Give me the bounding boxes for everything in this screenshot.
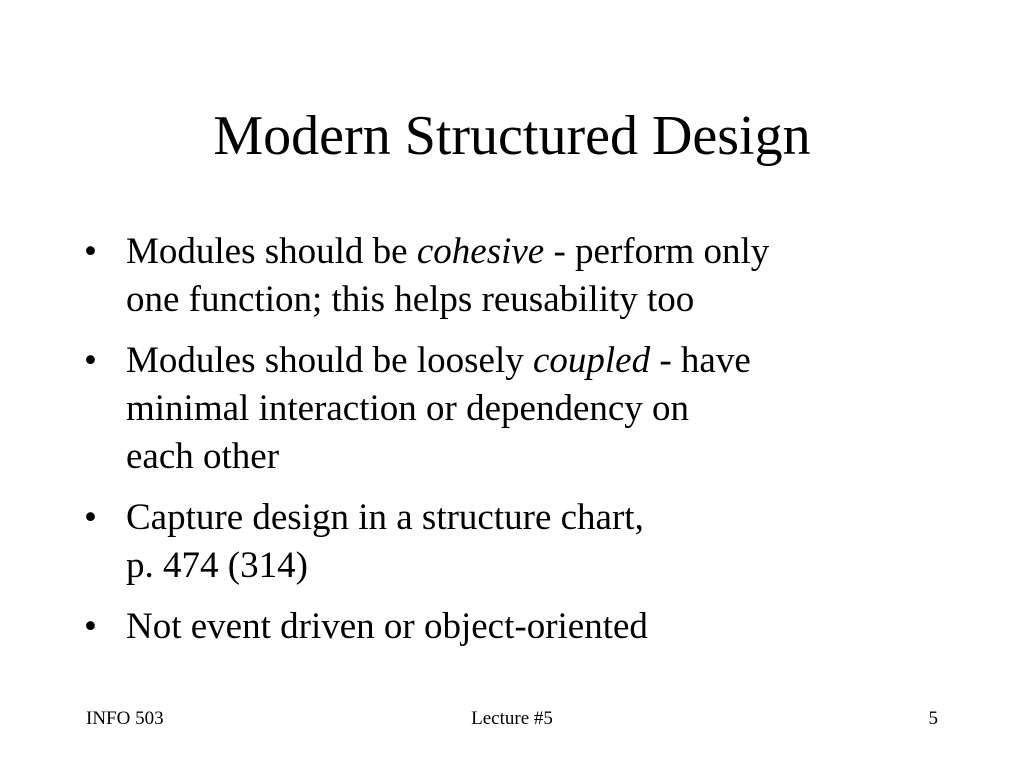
- bullet-text: minimal interaction or dependency on: [126, 388, 690, 429]
- bullet-text: p. 474 (314): [126, 545, 308, 586]
- bullet-line: [126, 337, 944, 385]
- bullet-list: [84, 228, 944, 664]
- bullet-marker: •: [84, 497, 97, 538]
- bullet-marker: •: [84, 340, 97, 381]
- slide-title: Modern Structured Design: [213, 105, 811, 167]
- bullet-marker: •: [84, 606, 97, 647]
- bullet-text: each other: [126, 436, 280, 477]
- bullet-marker: •: [84, 231, 97, 272]
- bullet-item: [84, 603, 944, 651]
- bullet-item: [84, 494, 944, 590]
- bullet-text: Not event driven or object-oriented: [126, 606, 648, 647]
- bullet-line: [126, 276, 944, 324]
- bullet-line: [126, 603, 944, 651]
- bullet-line: [126, 385, 944, 433]
- bullet-item: [84, 228, 944, 324]
- bullet-text: Modules should be loosely: [126, 340, 533, 381]
- bullet-text: Modules should be: [126, 231, 417, 272]
- bullet-item: [84, 337, 944, 481]
- bullet-text: Capture design in a structure chart,: [126, 497, 644, 538]
- bullet-line: [126, 433, 944, 481]
- footer-page-number: 5: [928, 708, 938, 729]
- emphasis-text: coupled: [532, 340, 651, 381]
- bullet-line: [126, 228, 944, 276]
- bullet-line: [126, 494, 944, 542]
- footer-course: INFO 503: [86, 708, 164, 729]
- bullet-text: - have: [650, 340, 751, 381]
- bullet-text: - perform only: [544, 231, 770, 272]
- emphasis-text: cohesive: [416, 231, 545, 272]
- bullet-text: one function; this helps reusability too: [126, 279, 695, 320]
- footer-lecture: Lecture #5: [471, 708, 553, 729]
- bullet-line: [126, 542, 944, 590]
